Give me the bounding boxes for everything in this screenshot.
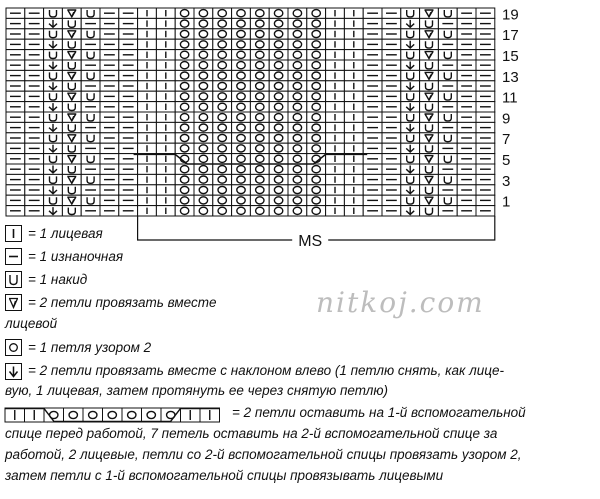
legend-cable-line2: спице перед работой, 7 петель оставить на 2-й вспомогательной спице за bbox=[5, 426, 498, 441]
chart-row bbox=[6, 195, 495, 205]
legend-pattern2: = 1 петля узором 2 bbox=[28, 340, 152, 355]
legend-yarn-over: = 1 накид bbox=[28, 272, 88, 287]
chart-row bbox=[6, 70, 495, 80]
legend-cable-line3: работой, 2 лицевые, петли со 2-й вспомогательной спицы провязать узором 2, bbox=[5, 447, 522, 462]
chart-row bbox=[6, 112, 495, 122]
chart-row bbox=[6, 91, 495, 101]
repeat-label: MS bbox=[298, 233, 323, 250]
chart-row bbox=[6, 50, 495, 60]
chart-row bbox=[6, 102, 495, 112]
chart-cell bbox=[83, 408, 103, 422]
chart-row bbox=[6, 81, 495, 91]
row-number: 17 bbox=[502, 27, 519, 45]
row-number: 13 bbox=[502, 68, 519, 86]
legend-ssk-line1: = 2 петли провязать вместе с наклоном влево (1 петлю снять, как лице- bbox=[28, 363, 504, 378]
legend-cable-line1: = 2 петли оставить на 1-й вспомогательной bbox=[232, 405, 526, 420]
chart-row bbox=[6, 39, 495, 49]
chart-cell bbox=[44, 408, 64, 422]
legend-k2tog-line2: лицевой bbox=[5, 316, 58, 331]
knit-symbol bbox=[5, 225, 22, 242]
legend-cable-line4: затем петли с 1-й вспомогательной спицы провязывать лицевыми bbox=[5, 468, 444, 483]
k2tog-symbol bbox=[5, 294, 22, 311]
row-number: 5 bbox=[502, 152, 511, 169]
yarn-over-symbol bbox=[5, 271, 22, 288]
chart-row bbox=[6, 164, 495, 174]
chart-row bbox=[6, 143, 495, 153]
ssk-symbol bbox=[5, 363, 22, 380]
purl-symbol bbox=[5, 248, 22, 265]
chart-row bbox=[6, 154, 495, 164]
row-number: 19 bbox=[502, 6, 519, 24]
chart-cell bbox=[122, 408, 142, 422]
chart-row bbox=[6, 122, 495, 132]
chart-row bbox=[6, 60, 495, 70]
cable-symbol bbox=[4, 405, 224, 425]
row-number: 3 bbox=[502, 172, 511, 190]
row-number: 7 bbox=[502, 131, 511, 149]
legend-k2tog-line1: = 2 петли провязать вместе bbox=[28, 295, 217, 310]
legend-purl: = 1 изнаночная bbox=[28, 249, 124, 264]
chart-row bbox=[6, 29, 495, 39]
legend-ssk-line2: вую, 1 лицевая, затем протянуть ее через снятую петлю) bbox=[5, 383, 388, 398]
chart-row bbox=[6, 18, 495, 28]
chart-row bbox=[6, 206, 495, 216]
chart-cell bbox=[161, 408, 181, 422]
chart-row bbox=[6, 133, 495, 143]
chart-row bbox=[6, 8, 495, 18]
chart-row bbox=[6, 185, 495, 195]
pattern2-symbol bbox=[5, 339, 22, 356]
legend-knit: = 1 лицевая bbox=[28, 226, 103, 241]
chart-cell bbox=[64, 408, 84, 422]
chart-cell bbox=[142, 408, 162, 422]
row-number: 11 bbox=[502, 89, 518, 107]
chart-cell bbox=[103, 408, 123, 422]
watermark: nitkoj.com bbox=[316, 286, 485, 319]
row-number: 15 bbox=[502, 48, 519, 65]
row-number: 9 bbox=[502, 110, 511, 128]
chart-row bbox=[6, 174, 495, 184]
row-number: 1 bbox=[502, 193, 511, 211]
